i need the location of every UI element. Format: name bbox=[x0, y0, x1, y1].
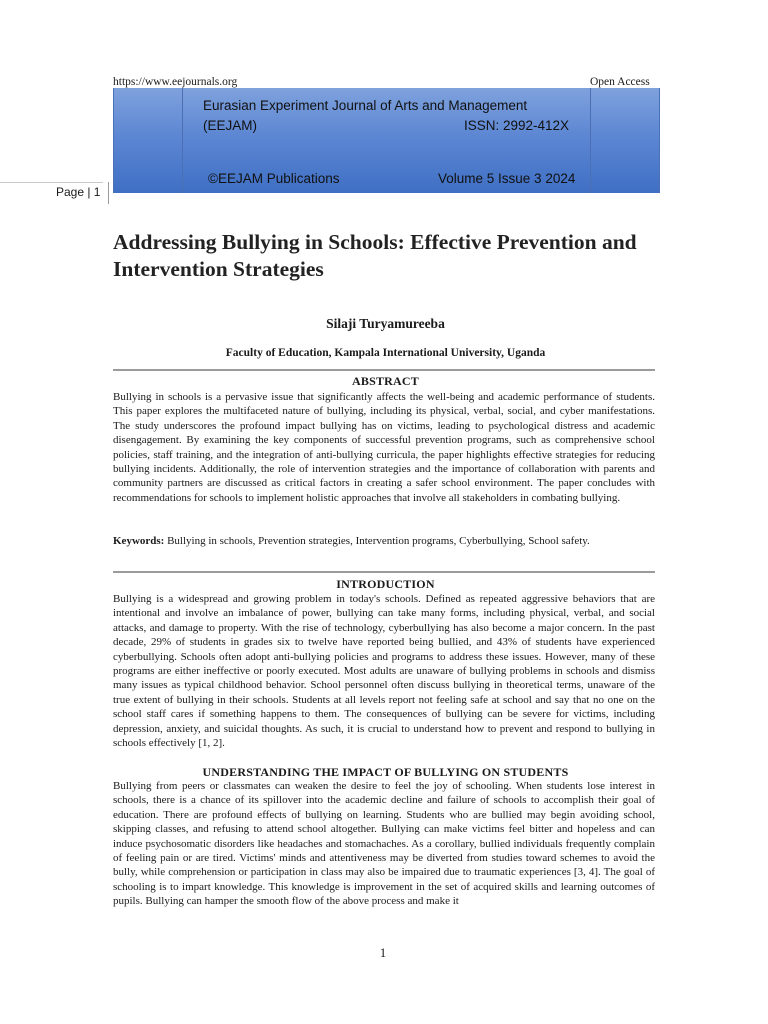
keywords bbox=[113, 534, 655, 548]
abstract-heading: ABSTRACT bbox=[352, 374, 419, 388]
page-marker-divider bbox=[108, 182, 109, 204]
abstract-text: Bullying in schools is a pervasive issue that significantly affects the well-being and academic performance of students. This paper explores the multifaceted nature of bullying, including its physical, verbal, social, and cyber manifestations. The study underscores the profound impact bullying has on victims, leading to psychological distress and academic disengagement. By examining the key components of successful prevention programs, such as comprehensive school policies, staff training, and the integration of anti-bullying curricula, the paper highlights effective strategies for reducing bullying incidents. Additionally, the role of intervention strategies and the importance of collaboration with parents and community partners are discussed as critical factors in creating a safer school environment. The paper concludes with recommendations for schools to implement holistic approaches that involve all stakeholders in combating bullying. bbox=[113, 391, 655, 504]
page-marker-rule bbox=[0, 182, 103, 183]
page-label: Page | 1 bbox=[56, 185, 101, 199]
banner-divider-left bbox=[182, 88, 183, 193]
journal-name: Eurasian Experiment Journal of Arts and Management bbox=[203, 98, 528, 113]
banner-divider-right bbox=[590, 88, 591, 193]
publisher-label: ©EEJAM Publications bbox=[208, 171, 340, 186]
article-author: Silaji Turyamureeba bbox=[326, 316, 445, 331]
journal-url[interactable]: https://www.eejournals.org bbox=[113, 76, 238, 88]
page-number: 1 bbox=[379, 945, 387, 960]
author-affiliation: Faculty of Education, Kampala International University, Uganda bbox=[225, 347, 546, 359]
introduction-text: Bullying is a widespread and growing problem in today's schools. Defined as repeated aggressive behaviors that are intentional and involve an imbalance of power, bullying can take many forms, including physical, verbal, and social attacks, and damage to property. With the rise of technology, cyberbullying has also become a major concern. In the past decade, 29% of students in grades six to twelve have reported being bullied, and 43% of students have experienced cyberbullying. Schools often adopt anti-bullying policies and programs to address these issues. However, many of these programs are either ineffective or poorly executed. Most adults are unaware of bullying problems in schools and dismiss many issues as typical childhood behavior. School personnel often discuss bullying in theoretical terms, unaware of the true extent of bullying in their schools. Students at all levels report not feeling safe at school and say that no one on the school staff cares if something happens to them. The consequences of bullying can be severe for victims, including depression, anxiety, and suicidal thoughts. As such, it is crucial to understand how to prevent and respond to bullying in schools effectively [1, 2]. bbox=[113, 593, 655, 750]
impact-text: Bullying from peers or classmates can weaken the desire to feel the joy of schooling. When students lose interest in schools, there is a chance of its spillover into the academic decline and failure of schools to accomplish their goal of education. There are profound effects of bullying on learning. Students who are bullied may begin avoiding school, skipping classes, and refusing to attend school altogether. Bullying can make victims feel bitter and hopeless and can induce psychosomatic disorders like headaches and stomachaches. As a corollary, bullied individuals frequently complain of feeling pain or are tired. Victims' minds and attentiveness may be diverted from studies toward schemes to avoid the bully, while comprehension or participation in class may also be impaired due to traumatic experiences [3, 4]. The goal of schooling is to impart knowledge. This knowledge is improvement in the set of acquired skills and learning outcomes of pupils. Bullying can hamper the smooth flow of the above process and make it bbox=[113, 780, 655, 908]
keywords-list: Bullying in schools, Prevention strategies, Intervention programs, Cyberbullying, School safety. bbox=[167, 535, 590, 547]
introduction-heading: INTRODUCTION bbox=[336, 577, 435, 591]
volume-issue: Volume 5 Issue 3 2024 bbox=[438, 171, 576, 186]
article-title: Addressing Bullying in Schools: Effective Prevention and Intervention Strategies bbox=[113, 230, 637, 281]
abstract-bottom-rule bbox=[113, 571, 655, 573]
journal-banner bbox=[113, 88, 660, 193]
keywords-label: Keywords: bbox=[113, 535, 165, 547]
journal-abbrev: (EEJAM) bbox=[203, 118, 257, 133]
open-access-label: Open Access bbox=[590, 76, 650, 88]
abstract-top-rule bbox=[113, 369, 655, 371]
impact-heading: UNDERSTANDING THE IMPACT OF BULLYING ON STUDENTS bbox=[202, 765, 569, 779]
journal-issn: ISSN: 2992-412X bbox=[464, 118, 570, 133]
